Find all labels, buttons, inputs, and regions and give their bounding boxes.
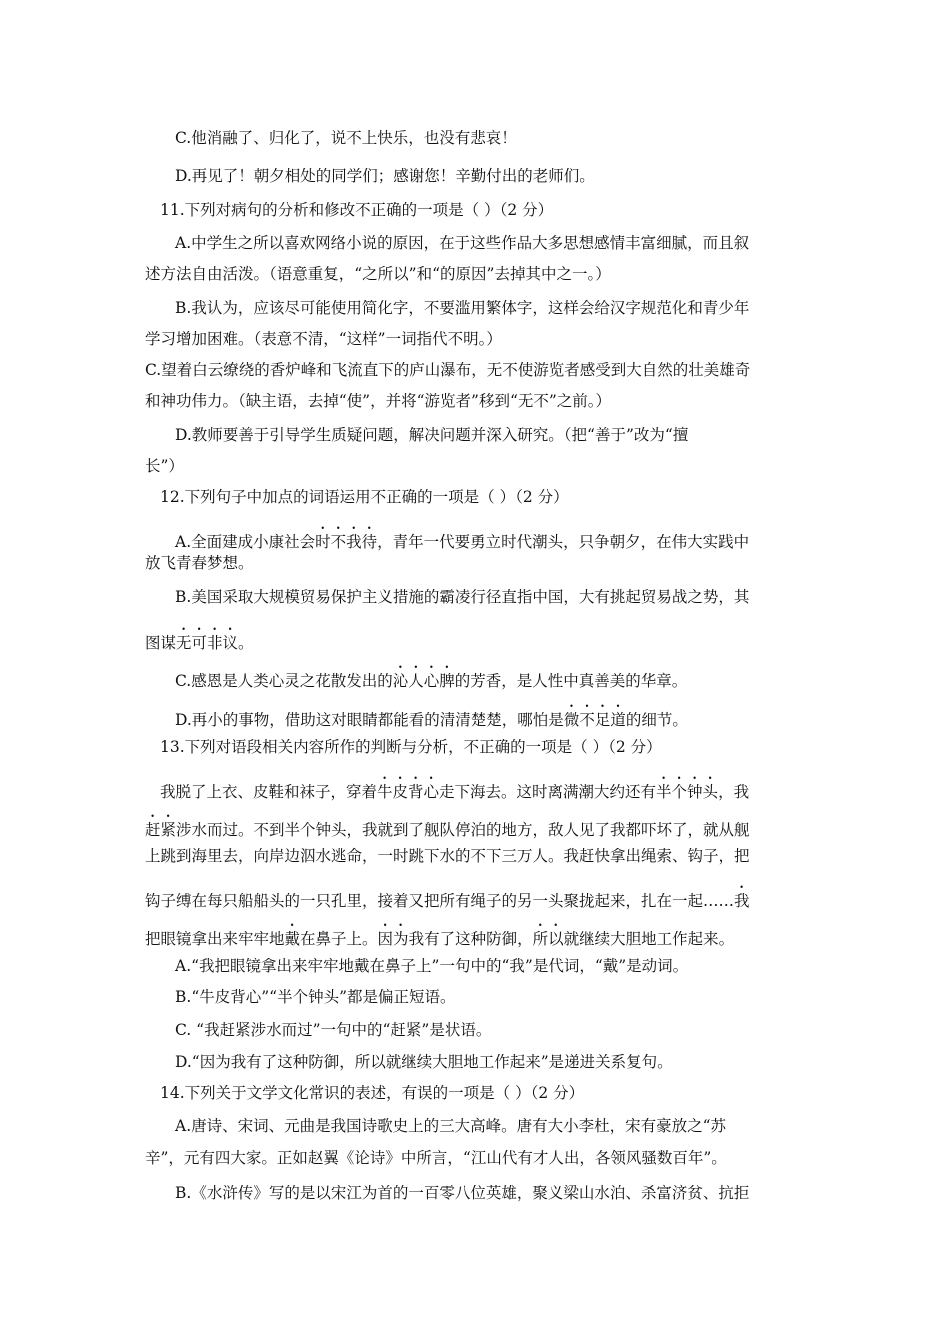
dotted-phrase: 无可非议 xyxy=(176,634,239,652)
question-11-stem: 11.下列对病句的分析和修改不正确的一项是（ ）（2 分） xyxy=(160,201,554,219)
option-d-line: D.再见了！朝夕相处的同学们；感谢您！辛勤付出的老师们。 xyxy=(175,167,595,185)
q12-option-b-line2: 图谋无可非议。 xyxy=(145,634,254,652)
q14-option-a-line1: A.唐诗、宋词、元曲是我国诗歌史上的三大高峰。唐有大小李杜，宋有豪放之“苏 xyxy=(175,1117,727,1135)
q13-option-a: A.“我把眼镜拿出来牢牢地戴在鼻子上”一句中的“我”是代词，“戴”是动词。 xyxy=(175,957,689,975)
q13-option-b: B.“牛皮背心”“半个钟头”都是偏正短语。 xyxy=(175,988,456,1006)
dotted-phrase: 时不我待 xyxy=(315,533,378,551)
dotted-phrase: 我 xyxy=(734,892,750,910)
passage-line2: 赶紧涉水而过。不到半个钟头，我就到了舰队停泊的地方，敌人见了我都吓坏了，就从舰 xyxy=(145,821,750,839)
q14-option-b-line1: B.《水浒传》写的是以宋江为首的一百零八位英雄，聚义梁山水泊、杀富济贫、抗拒 xyxy=(175,1184,750,1202)
q11-option-d-line1: D.教师要善于引导学生质疑问题，解决问题并深入研究。（把“善于”改为“擅 xyxy=(175,426,689,444)
dotted-phrase: 半个钟头 xyxy=(656,783,719,801)
q12-option-a-line1: A.全面建成小康社会时不我待，青年一代要勇立时代潮头，只争朝夕，在伟大实践中 xyxy=(175,533,750,551)
dotted-phrase: 因为 xyxy=(377,930,409,948)
q13-option-c: C. “我赶紧涉水而过”一句中的“赶紧”是状语。 xyxy=(175,1021,492,1039)
q14-option-a-line2: 辛”，元有四大家。正如赵翼《论诗》中所言，“江山代有才人出，各领风骚数百年”。 xyxy=(145,1149,727,1167)
dotted-phrase: 戴 xyxy=(284,930,301,948)
passage-line1: 我脱了上衣、皮鞋和袜子，穿着牛皮背心走下海去。这时离满潮大约还有半个钟头，我 xyxy=(160,783,750,801)
q11-option-a-line1: A.中学生之所以喜欢网络小说的原因，在于这些作品大多思想感情丰富细腻，而且叙 xyxy=(175,234,750,252)
q11-option-b-line1: B.我认为，应该尽可能使用简化字，不要滥用繁体字，这样会给汉字规范化和青少年 xyxy=(175,299,750,317)
question-12-stem: 12.下列句子中加点的词语运用不正确的一项是（ ）（2 分） xyxy=(160,488,569,506)
passage-line3: 上跳到海里去，向岸边泅水逃命，一时跳下水的不下三万人。我赶快拿出绳索、钩子，把 xyxy=(145,847,750,865)
dotted-phrase: 所以 xyxy=(532,930,564,948)
dotted-phrase: 沁人心脾 xyxy=(392,672,455,690)
passage-line4: 钩子缚在每只船船头的一只孔里，接着又把所有绳子的另一头聚拢起来，扎在一起……我 xyxy=(145,892,750,910)
q13-option-d: D.“因为我有了这种防御，所以就继续大胆地工作起来”是递进关系复句。 xyxy=(175,1053,673,1071)
q12-option-d: D.再小的事物，借助这对眼睛都能看的清清楚楚，哪怕是微不足道的细节。 xyxy=(175,711,688,729)
question-13-stem: 13.下列对语段相关内容所作的判断与分析，不正确的一项是（ ）（2 分） xyxy=(160,738,662,756)
dotted-phrase: 牛皮背心 xyxy=(377,783,440,801)
option-c-line: C.他消融了、归化了，说不上快乐，也没有悲哀！ xyxy=(175,129,517,147)
q12-option-b-line1: B.美国采取大规模贸易保护主义措施的霸凌行径直指中国，大有挑起贸易战之势，其 xyxy=(175,588,750,606)
dotted-phrase: 微不足道 xyxy=(563,711,626,729)
dotted-phrase: 赶紧 xyxy=(145,821,177,839)
q12-option-a-line2: 放飞青春梦想。 xyxy=(145,554,254,572)
q11-option-a-line2: 述方法自由活泼。（语意重复，“之所以”和“的原因”去掉其中之一。） xyxy=(145,265,611,283)
q11-option-c-line2: 和神功伟力。（缺主语，去掉“使”，并将“游览者”移到“无不”之前。） xyxy=(145,392,612,410)
q11-option-b-line2: 学习增加困难。（表意不清，“这样”一词指代不明。） xyxy=(145,330,502,348)
passage-line5: 把眼镜拿出来牢牢地戴在鼻子上。因为我有了这种防御，所以就继续大胆地工作起来。 xyxy=(145,930,735,948)
q11-option-d-line2: 长”） xyxy=(145,457,184,475)
q11-option-c-line1: C.望着白云缭绕的香炉峰和飞流直下的庐山瀑布，无不使游览者感受到大自然的壮美雄奇 xyxy=(145,361,751,379)
q12-option-c: C.感恩是人类心灵之花散发出的沁人心脾的芳香，是人性中真善美的华章。 xyxy=(175,672,688,690)
question-14-stem: 14.下列关于文学文化常识的表述，有误的一项是（ ）（2 分） xyxy=(160,1084,585,1102)
